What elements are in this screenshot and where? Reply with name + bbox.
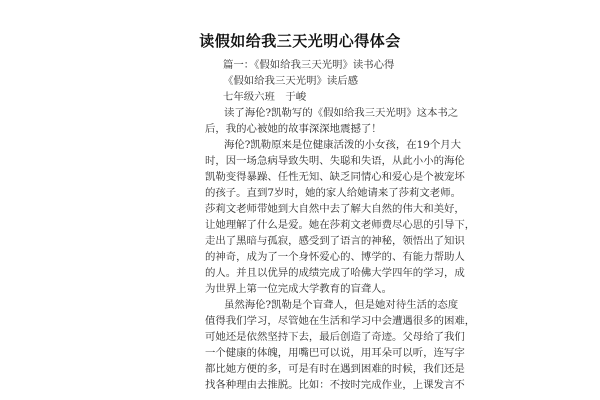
body-line: 后，我的心被她的故事深深地震撼了！ [205,123,382,135]
essay-heading: 篇一：《假如给我三天光明》读书心得 [223,59,395,71]
body-line: 的人。并且以优异的成绩完成了哈佛大学四年的学习，成 [205,267,465,279]
body-line: 的孩子。直到7岁时，她的家人给她请来了莎莉文老师。 [205,187,461,199]
body-line: 可她还是依然坚持下去，最后创造了奇迹。父母给了我们 [205,331,465,343]
body-line: 读了海伦?凯勒写的《假如给我三天光明》这本书之 [224,107,459,119]
body-line: 一个健康的体魄，用嘴巴可以说，用耳朵可以听，连写字 [205,347,465,359]
document-title: 读假如给我三天光明心得体会 [199,32,401,50]
body-line: 海伦?凯勒原来是位健康活泼的小女孩，在19个月大 [224,139,461,151]
body-line: 莎莉文老师带她到大自然中去了解大自然的伟大和美好， [205,203,465,215]
body-line: 让她理解了什么是爱。她在莎莉文老师费尽心思的引导下， [205,219,476,231]
body-line: 找各种理由去推脱。比如：不按时完成作业，上课发言不 [205,379,465,391]
body-line: 值得我们学习，尽管她在生活和学习中会遭遇很多的困难， [205,315,476,327]
body-line: 时，因一场急病导致失明、失聪和失语，从此小小的海伦 [205,155,465,167]
body-line: 走出了黑暗与孤寂，感受到了语言的神秘，领悟出了知识 [205,235,465,247]
body-line: 都比她方便的多，可是有时在遇到困难的时候，我们还是 [205,363,465,375]
author-line: 七年级六班 于峻 [223,91,307,103]
body-line: 凯勒变得暴躁、任性无知、缺乏同情心和爱心是个被宠坏 [205,171,465,183]
essay-subheading: 《假如给我三天光明》读后感 [223,75,359,87]
body-line: 虽然海伦?凯勒是个盲聋人，但是她对待生活的态度 [224,299,459,311]
body-line: 为世界上第一位完成大学教育的盲聋人。 [205,283,393,295]
body-line: 的神奇，成为了一个身怀爱心的、博学的、有能力帮助人 [205,251,465,263]
